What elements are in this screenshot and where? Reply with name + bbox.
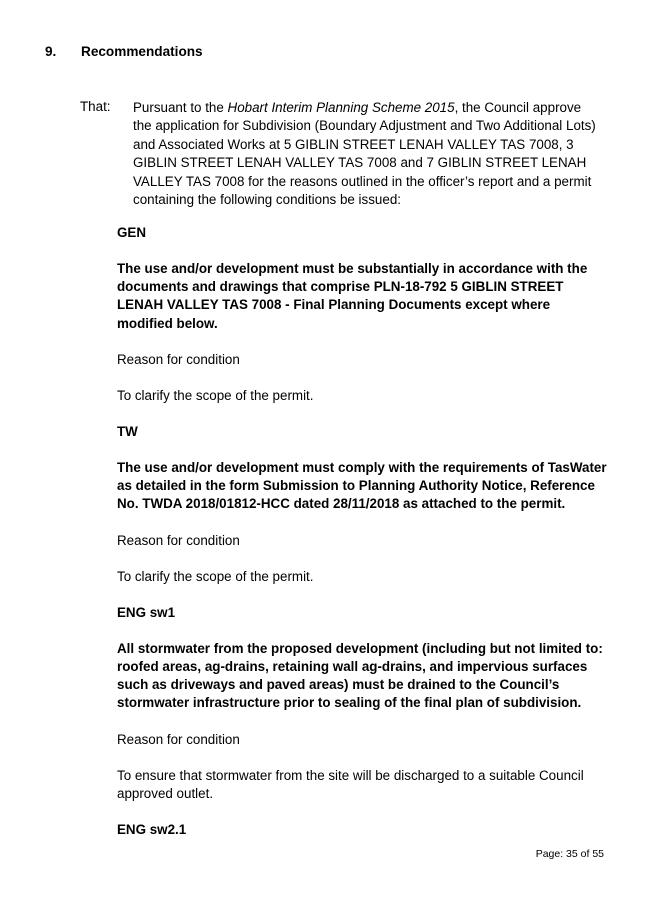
condition-code: GEN [117,225,147,240]
condition-eng-sw2-1 [117,821,607,839]
condition-eng-sw1 [117,604,607,803]
condition-code: ENG sw2.1 [117,822,187,838]
intro-after: , the Council approve the application for Subdivision (Boundary Adjustment and Two Additional Lots) and Associated Works at 5 GIBLIN STREET LENAH VALLEY TAS 7008, 3 GIBLIN STREET LENAH VALLEY TAS 7008 and 7 GIBLIN STREET LENAH VALLEY TAS 7008 for the reasons outlined in the officer’s report and a permit containing the following conditions be issued: [133,100,596,208]
reason-label: Reason for condition [117,351,240,367]
reason-text: To clarify the scope of the permit. [117,387,314,403]
resolution-label: That: [80,99,111,114]
page-number: Page: 35 of 55 [535,848,604,860]
reason-text: To clarify the scope of the permit. [117,568,314,584]
section-number: 9. [45,44,57,59]
conditions-list [117,224,607,857]
condition-text: The use and/or development must be substantially in accordance with the documents and drawings that comprise PLN-18-792 5 GIBLIN STREET LENAH VALLEY TAS 7008 - Final Planning Documents except where modified below. [117,261,588,331]
reason-label: Reason for condition [117,532,240,548]
section-title: Recommendations [81,44,203,59]
reason-label: Reason for condition [117,731,240,747]
reason-text: To ensure that stormwater from the site will be discharged to a suitable Council approved outlet. [117,767,584,801]
condition-code: TW [117,424,138,440]
condition-tw [117,423,607,586]
condition-code: ENG sw1 [117,604,176,620]
section-heading [45,44,203,59]
condition-text: All stormwater from the proposed development (including but not limited to: roofed areas, ag-drains, retaining wall ag-drains, and impervious surfaces such as driveways and paved areas) must be drained to the Council’s stormwater infrastructure prior to sealing of the final plan of subdivision. [117,640,603,711]
planning-scheme-name: Hobart Interim Planning Scheme 2015 [227,100,455,115]
intro-before: Pursuant to the [133,100,228,115]
condition-text: The use and/or development must comply with the requirements of TasWater as detailed in the form Submission to Planning Authority Notice, Reference No. TWDA 2018/01812-HCC dated 28/11/2018 as attached to the permit. [117,460,607,512]
resolution-intro [133,99,603,209]
condition-gen [117,224,607,405]
